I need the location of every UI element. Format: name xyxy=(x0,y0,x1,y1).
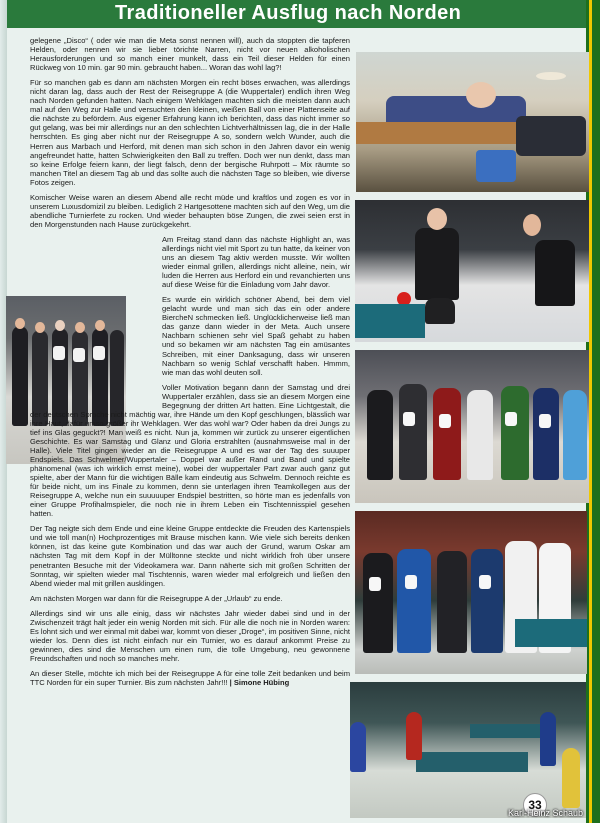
page-number: 33 xyxy=(523,793,547,817)
paragraph: Für so manchen gab es dann am nächsten Morgen ein recht böses erwachen, was allerdings nicht daran lag, dass auch der Rest der Reisegruppe A (die Wuppertaler) endlich ihren Weg nach Norden gefunden hatten. Nach einigem Wehklagen machten sich die meisten dann auch mal auf den Weg zur Halle und versuchten den kleinen, weißen Ball von einer Plattenseite auf die nächste zu befördern. Aus eigener Erfahrung kann ich berichten, dass das nicht immer so gut gelang, was bei mir allerdings nur an den schlechten Lichtverhältnissen lag, die in der Halle herrschten. Es ging aber nicht nur der Reisegruppe A so, sondern welch Wunder, auch die Herren aus Marbach und Herford, mit denen man sich schon in den Jahren davor ein wenig angefreundet hatte, hatten Schwierigkeiten den Ball zu treffen. Doch wer nun denkt, dass man so keine Erfolge feiern kann, der liegt falsch, denn der bergische Ruhrpott – Mix räumte so manchen Titel an diesem Tag ab und das sollte auch die nächsten Tage so bleiben, wie diverse Fotos zeigen. xyxy=(30,78,350,187)
header-band xyxy=(7,0,586,28)
paragraph xyxy=(30,669,350,687)
photo-credit: Karl-Heinz Schaub xyxy=(508,808,584,818)
page-title: Traditioneller Ausflug nach Norden xyxy=(115,2,462,24)
award-group-2-photo xyxy=(355,511,587,674)
paragraph: Der Tag neigte sich dem Ende und eine kleine Gruppe entdeckte die Freuden des Kartenspiels und wie toll man(n) Hochprozentiges mit Brause mischen kann. Wie viele sich bereits denken können, ist das keine gute Kombination und das war auch der Grund, warum Oskar am nächsten Tag mit dem Kopf in der Mülltonne steckte und nicht wirklich froh über unsere penetranten Besuche mit der Videokamera war. Dann näherte sich mit großen Schritten der Sonntag, wir spielten wieder mal Tischtennis, waren wieder mal erfolgreich und ließen den Abend wieder mal mit grillen ausklingen. xyxy=(30,524,350,588)
paragraph: Voller Motivation begann dann der Samstag und drei Wuppertaler erzählen, dass sie an diesem Morgen eine Begegnung der dritten Art hatten. Eine Lichtgestalt, die der deutschen Sprache nicht mächtig war, ihre Hände um den Kopf geschlungen, blässlich war ihre Haut, dafür umso größer ihr Wehklagen. Wer das wohl war? Oder haben da drei Jungs zu tief ins Glas geguckt?! Man weiß es nicht. Nun ja, kommen wir zurück zu unserer eigentlichen Geschichte. Es war Samstag und Glanz und Gloria erstrahlten (ausnahmsweise mal in der Halle). Viele Titel gingen wieder an die Reisegruppe A und es war der Tag des suuuper Endspiels. Das Schwelmer/Wuppertaler – Doppel war außer Rand und Band und spielte phänomenal (was ich wirklich ernst meine), wobei der wuppertaler Part zwar auch ganz gut spielte, aber der Mann für die wichtigen Bälle kam eindeutig aus Schwelm. Dennoch reichte es für beide nicht, um ins Finale zu kommen, denn sie unterlagen ihren Teamkollegen aus der Reisegruppe A, welche nun ein suuuuuper Endspiel bestritten, so hörte man es jedenfalls von einer Gruppe Profihalmspieler, die noch nie in ihrem Leben ein Tischtennisspiel gesehen hatten. xyxy=(30,382,350,519)
paragraph: Komischer Weise waren an diesem Abend alle recht müde und kraftlos und zogen es vor in unserem Luxusdomizil zu bleiben. Lediglich 2 Hartgesottene machten sich auf den Weg, um die abendliche Turnierfete zu rocken. Und wieder behaupten böse Zungen, die zwei seien erst in den Morgenstunden nach Hause zurückgekehrt. xyxy=(30,192,350,229)
paragraph: Allerdings sind wir uns alle einig, dass wir nächstes Jahr wieder dabei sind und in der Zwischenzeit trägt halt jeder ein wenig Norden mit sich. Für alle die noch nie in Norden waren: Es lohnt sich und wer einmal mit dabei war, kommt von dieser „Droge“, im positiven Sinne, nicht wieder los. Denn dies ist nicht einfach nur ein Turnier, wo es darauf ankommt Preise zu gewinnen, dies sind die Menschen um einen rum, die tolle Umgebung, neu gewonnene Freundschaften und noch so manches mehr. xyxy=(30,608,350,663)
closing-text: An dieser Stelle, möchte ich mich bei der Reisegruppe A für eine tolle Zeit bedanken und beim TTC Norden für ein super Turnier. Bis zum nächsten Jahr!!! xyxy=(30,669,350,688)
table-tennis-doubles-photo xyxy=(355,200,589,342)
award-group-photo xyxy=(355,350,589,503)
hall-overview-photo xyxy=(350,682,586,818)
photo-wrap-space xyxy=(30,235,158,405)
paragraph: Am nächsten Morgen war dann für die Reisegruppe A der „Urlaub“ zu ende. xyxy=(30,593,283,603)
paragraph: gelegene „Disco“ ( oder wie man die Meta sonst nennen will), auch da stoppten die tapferen Helden, oder nennen wir sie lieber törichte Narren, nicht vor neuen alkoholischen Herausforderungen und so manch einer munkelt, dass ein Teil dieser Helden für einen Rückweg von 10 min. gar 90 min. gebraucht haben... Woran das wohl lag?! xyxy=(30,36,350,73)
paragraph: Es wurde ein wirklich schöner Abend, bei dem viel gelacht wurde und man sich das ein oder andere BiercheN schmecken ließ. Unglücklicherweise ließ man das ganze dann wieder in der Meta. Auch unsere Nachbarn schienen sehr viel Spaß gehabt zu haben und so bekamen wir am nächsten Tag ein amüsantes Schreiben, mit einer Danksagung, dass wir unseren Nachbarn so wenig Schlaf verschafft haben. Hmmm, wie man das wohl deuten soll. xyxy=(162,295,350,377)
sleeping-room-photo xyxy=(356,52,589,192)
paragraph: Am Freitag stand dann das nächste Highlight an, was allerdings nicht viel mit Sport zu tun hatte, da keiner von uns an diesem Tag aktiv werden musste. Wir wollten wieder einmal grillen, allerdings nicht alleine, nein, wir luden die Herren aus Herford ein und revanchierten uns auf diese Weise für die Einladung vom Jahr davor. xyxy=(162,234,350,290)
author-signature: | Simone Hübing xyxy=(229,678,290,688)
article-column xyxy=(30,36,350,693)
